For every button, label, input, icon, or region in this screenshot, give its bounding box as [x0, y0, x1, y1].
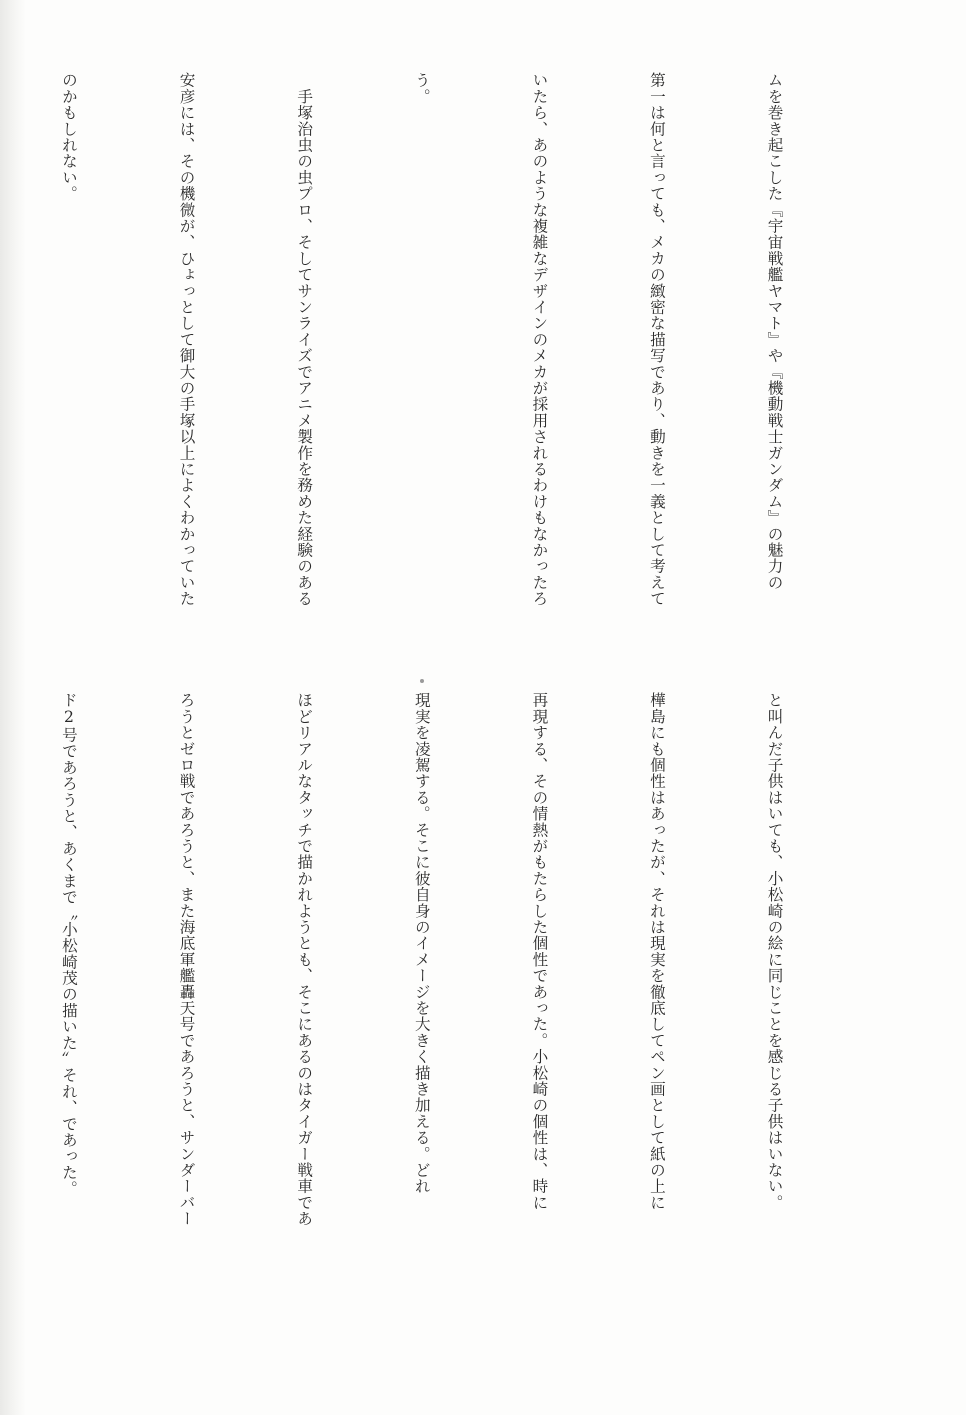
text-column: のかもしれない。	[59, 72, 78, 202]
text-column: ド2号であろうと、あくまで〝小松崎茂の描いた〟それ、であった。	[59, 692, 78, 1197]
text-column: 現実を凌駕する。そこに彼自身のイメージを大きく描き加える。どれ	[412, 692, 431, 1195]
upper-text-block	[59, 72, 872, 668]
text-column: 安彦には、その機微が、ひょっとして御大の手塚以上によくわかっていた	[177, 72, 196, 607]
text-column: いたら、あのような複雑なデザインのメカが採用されるわけもなかったろ	[530, 72, 549, 607]
text-column: と叫んだ子供はいても、小松崎の絵に同じことを感じる子供はいない。	[765, 692, 784, 1211]
text-column: ほどリアルなタッチで描かれようとも、そこにあるのはタイガー戦車であ	[295, 692, 314, 1227]
text-column: 手塚治虫の虫プロ、そしてサンライズでアニメ製作を務めた経験のある	[295, 72, 314, 607]
section-divider-dot	[420, 679, 424, 683]
text-column: 再現する、その情熱がもたらした個性であった。小松崎の個性は、時に	[530, 692, 549, 1211]
text-column: ムを巻き起こした『宇宙戦艦ヤマト』や『機動戦士ガンダム』の魅力の	[765, 72, 784, 591]
text-column: 第一は何と言っても、メカの緻密な描写であり、動きを一義として考えて	[647, 72, 666, 607]
text-column: う。	[412, 72, 431, 105]
text-column: ろうとゼロ戦であろうと、また海底軍艦轟天号であろうと、サンダーバー	[177, 692, 196, 1227]
text-column: 樺島にも個性はあったが、それは現実を徹底してペン画として紙の上に	[647, 692, 666, 1211]
lower-text-block	[59, 692, 872, 1306]
